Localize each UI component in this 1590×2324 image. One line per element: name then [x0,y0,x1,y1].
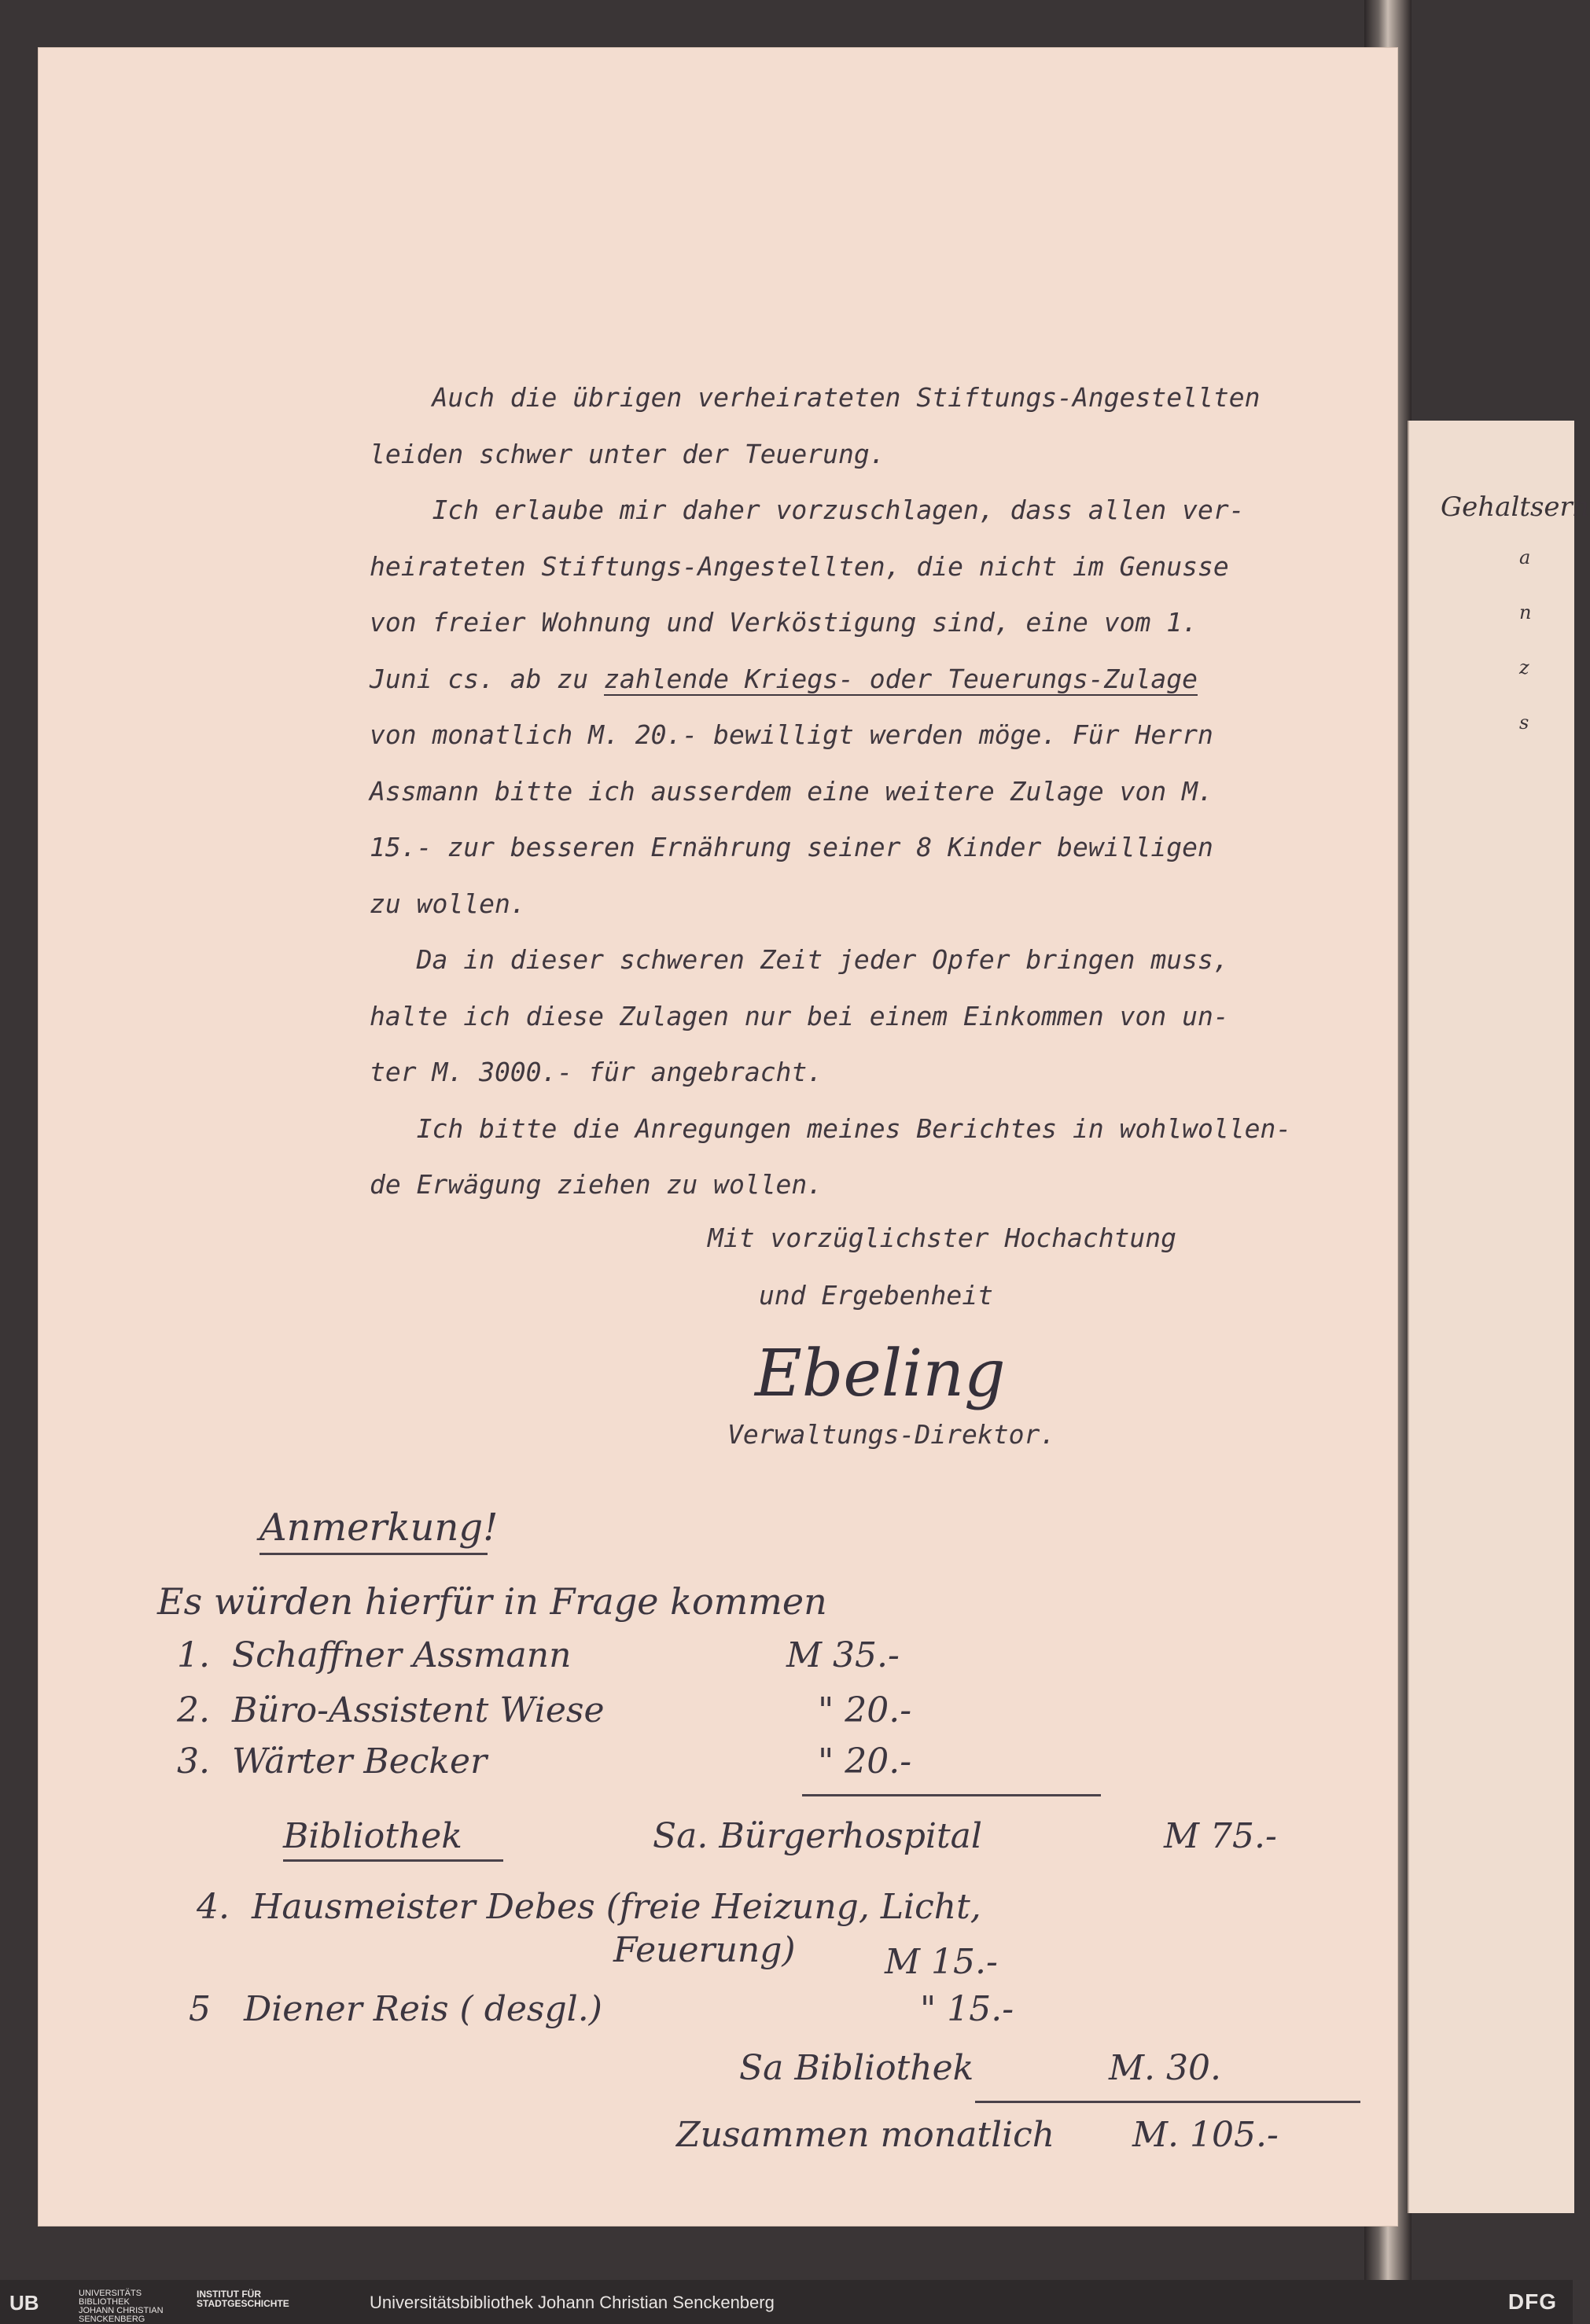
total-amount: M. 105.- [1132,2115,1279,2155]
adjacent-page-mark: n [1519,601,1532,623]
staff-entry: 4. Hausmeister Debes (freie Heizung, Licht, [197,1887,981,1927]
footer-bar [0,2280,1573,2324]
adjacent-page-mark: a [1519,546,1531,568]
ub-logo: UB [9,2291,39,2315]
letter-line: halte ich diese Zulagen nur bei einem Einkommen von un- [370,1000,1229,1031]
section-underline [283,1859,503,1862]
underlined-allowance-phrase: zahlende Kriegs- oder Teuerungs-Zulage [604,663,1198,694]
letter-line: 15.- zur besseren Ernährung seiner 8 Kinder bewilligen [370,832,1213,862]
staff-entry: 2. Büro-Assistent Wiese [177,1690,605,1730]
subtotal-rule [802,1794,1101,1796]
ub-logo-subtitle: UNIVERSITÄTS BIBLIOTHEK JOHANN CHRISTIAN SENCKENBERG [79,2289,164,2324]
subtotal-label: Sa. Bürgerhospital [653,1816,982,1856]
section-heading-bibliothek: Bibliothek [283,1816,462,1856]
adjacent-page-mark: s [1519,712,1529,734]
letter-line: heirateten Stiftungs-Angestellten, die nicht im Genusse [370,550,1229,582]
staff-amount: M 35.- [786,1635,900,1675]
letter-line: de Erwägung ziehen zu wollen. [370,1169,823,1200]
letter-line: Auch die übrigen verheirateten Stiftungs-Angestellten [370,382,1261,413]
letter-line: von monatlich M. 20.- bewilligt werden möge. Für Herrn [370,719,1213,750]
closing-salutation: Mit vorzüglichster Hochachtung [708,1223,1177,1253]
staff-entry-continued: Feuerung) [613,1930,796,1970]
letter-line: leiden schwer unter der Teuerung. [370,438,885,469]
subtotal-amount: M 75.- [1164,1816,1277,1856]
adjacent-page [1408,421,1590,2213]
adjacent-page-mark: z [1519,656,1529,678]
staff-entry: 5 Diener Reis ( desgl.) [189,1989,602,2029]
closing-salutation-2: und Ergebenheit [759,1280,994,1311]
dfg-logo: DFG [1507,2289,1557,2314]
letter-line: ter M. 3000.- für angebracht. [370,1057,823,1087]
letter-line: zu wollen. [370,888,526,919]
letter-line [370,651,1392,708]
letter-line: Da in dieser schweren Zeit jeder Opfer bringen muss, [370,944,1229,975]
subtotal-amount: M. 30. [1109,2048,1221,2088]
isg-logo: INSTITUT FÜR STADTGESCHICHTE [197,2289,289,2309]
typed-letter-body [370,370,1392,1213]
heading-underline [259,1553,488,1555]
signatory-title: Verwaltungs-Direktor. [727,1419,1056,1450]
subtotal-label: Sa Bibliothek [739,2048,974,2088]
letter-line: Ich bitte die Anregungen meines Berichtes in wohlwollen- [370,1112,1292,1144]
annotation-intro: Es würden hierfür in Frage kommen [157,1580,827,1623]
staff-amount: " 15.- [920,1989,1014,2029]
staff-amount: " 20.- [818,1741,912,1782]
letter-line: Assmann bitte ich ausserdem eine weitere Zulage von M. [370,775,1213,807]
staff-amount: M 15.- [885,1942,998,1982]
staff-amount: " 20.- [818,1690,912,1730]
handwritten-signature: Ebeling [755,1337,1006,1411]
staff-entry: 3. Wärter Becker [177,1741,488,1782]
letter-line: von freier Wohnung und Verköstigung sind, eine vom 1. [370,607,1198,638]
letter-line: Ich erlaube mir daher vorzuschlagen, dass allen ver- [370,495,1245,525]
total-label: Zusammen monatlich [676,2115,1055,2155]
letter-line-start: Juni cs. ab zu [370,663,605,694]
annotation-heading: Anmerkung! [259,1506,499,1550]
total-rule [975,2101,1360,2103]
adjacent-page-mark: Gehaltserh [1441,491,1590,523]
footer-library-name: Universitätsbibliothek Johann Christian Senckenberg [370,2293,775,2312]
staff-entry: 1. Schaffner Assmann [177,1635,572,1675]
